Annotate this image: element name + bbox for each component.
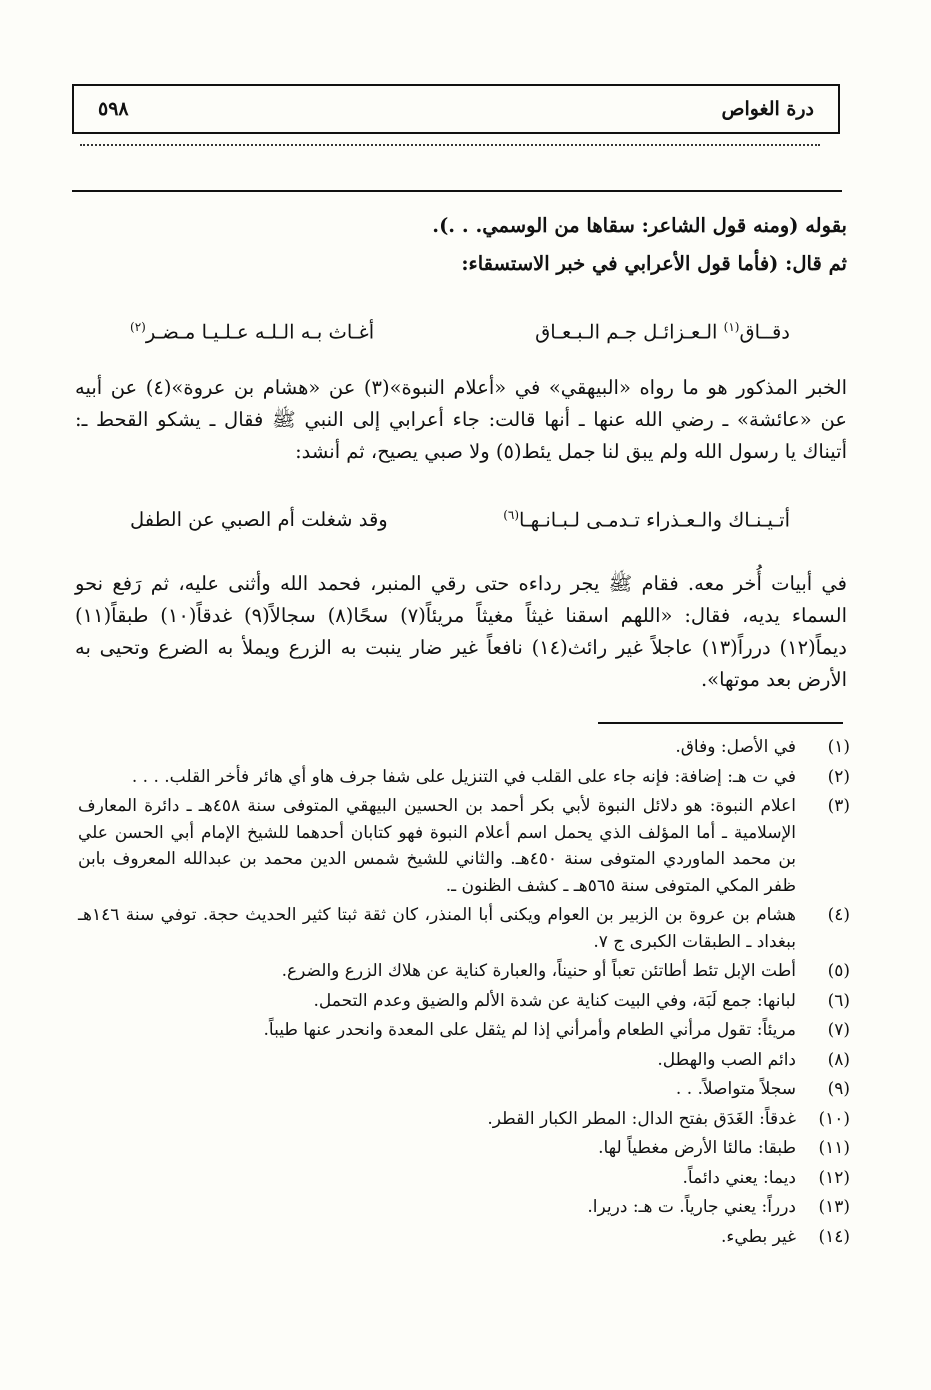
paragraph-1-text: الخبر المذكور هو ما رواه «البيهقي» في «أعلام النبوة»(٣) عن «هشام بن عروة»(٤) عن أبيه عن «عائشة» ـ رضي الله عنها ـ أنها قالت: جاء أعرابي إلى النبي ﷺ فقال ـ يشكو القحط ـ: أتيناك يا رسول الله ولم يبق لنا جمل يئط(٥) ولا صبي يصيح، ثم أنشد: bbox=[75, 376, 848, 463]
footnote: (٨) دائم الصب والهطل. bbox=[657, 1049, 850, 1070]
footnote: (١٣) درراً: يعني جارياً. ت هـ: دريرا. bbox=[587, 1197, 850, 1217]
footnote-rule bbox=[598, 722, 843, 724]
header-rule bbox=[72, 190, 842, 192]
footnote: (٧) مريئاً: تقول مرأني الطعام وأمرأني إذا لم يثقل على المعدة وانحدر عنها طيباً. bbox=[263, 1020, 850, 1040]
dotted-separator bbox=[80, 144, 820, 150]
footnote: (٢) في ت هـ: إضافة: فإنه جاء على القلب في التنزيل على شفا جرف هاو أي هائر فأخر القلب. . . . bbox=[131, 766, 850, 787]
page-number: ٥٩٨ bbox=[98, 98, 129, 120]
verse-1-first-hemistich: دقــاق$^{(١)}$ الـعـزائـل جـم الـبـعـاق bbox=[535, 320, 790, 344]
footnote: (١٢) ديما: يعني دائماً. bbox=[682, 1167, 850, 1188]
footnote: (٥) أطت الإبل تئط أطاتئن تعباً أو حنيناً، والعبارة كناية عن هلاك الزرع والضرع. bbox=[281, 961, 850, 981]
verse-2-second-hemistich: وقد شغلت أم الصبي عن الطفل bbox=[130, 508, 388, 531]
footnote: (٤) هشام بن عروة بن الزبير بن العوام ويكنى أبا المنذر، كان ثقة ثبتا كثير الحديث حجة. توفي سنة ١٤٦هـ ببغداد ـ الطبقات الكبرى ج ٧. bbox=[78, 905, 850, 952]
intro-line-1: بقوله (ومنه قول الشاعر: سقاها من الوسمي. . .). bbox=[432, 214, 847, 237]
paragraph-2-text: في أبيات أُخر معه. فقام ﷺ يجر رداءه حتى رقي المنبر، فحمد الله وأثنى عليه، ثم رَفع نحو السماء يديه، فقال: «اللهم اسقنا غيثاً مغيثاً مريئاً(٧) سحًا(٨) سجالاً(٩) غدقاً(١٠) طبقاً(١١) ديماً(١٢) درراً(١٣) عاجلاً غير رائث(١٤) نافعاً غير ضار ينبت به الزرع ويملأ به الضرع وتحيى به الأرض بعد موتها». bbox=[75, 572, 847, 691]
verse-2-first-hemistich: أتـيـنـاك والـعـذراء تـدمـى لـبـانـهـا$^{(٦)}$ bbox=[503, 508, 790, 532]
footnote: (٣) اعلام النبوة: هو دلائل النبوة لأبي بكر أحمد بن الحسين البيهقي المتوفى سنة ٤٥٨هـ ـ دائرة المعارف الإسلامية ـ أما المؤلف الذي يحمل اسم أعلام النبوة فهو كتابان أحدهما للشيخ الإمام أبي الحسن علي بن محمد الماوردي المتوفى سنة ٤٥٠هـ. والثاني للشيخ شمس الدين محمد بن عبدالله المعروف بابن ظفر المكي المتوفى سنة ٥٦٥هـ ـ كشف الظنون ـ. bbox=[78, 796, 850, 896]
footnotes bbox=[78, 734, 850, 1253]
paragraph-1 bbox=[75, 372, 847, 468]
paragraph-2 bbox=[75, 568, 847, 696]
book-title: درة الغواص bbox=[721, 98, 814, 120]
footnote: (١٠) غدقاً: الغَدَق بفتح الدال: المطر الكبار القطر. bbox=[487, 1108, 850, 1129]
running-header bbox=[72, 84, 840, 134]
main-text-intro bbox=[75, 210, 847, 280]
footnote: (١) في الأصل: وفاق. bbox=[675, 737, 850, 757]
verse-1-second-hemistich: أغـاث بـه الـلـه عـلـيـا مـضـر$^{(٢)}$ bbox=[130, 320, 375, 344]
footnote: (٩) سجلاً متواصلاً. . . bbox=[675, 1079, 850, 1099]
footnote: (١٤) غير بطيء. bbox=[720, 1226, 850, 1247]
intro-line-2: ثم قال: (فأما قول الأعرابي في خبر الاستسقاء: bbox=[461, 252, 847, 275]
verse-2 bbox=[130, 508, 790, 532]
verse-1 bbox=[130, 320, 790, 344]
footnote: (٦) لبانها: جمع لَبَة، وفي البيت كناية عن شدة الألم والضيق وعدم التحمل. bbox=[313, 990, 850, 1011]
footnote: (١١) طبقا: مالئا الأرض مغطياً لها. bbox=[598, 1138, 850, 1158]
